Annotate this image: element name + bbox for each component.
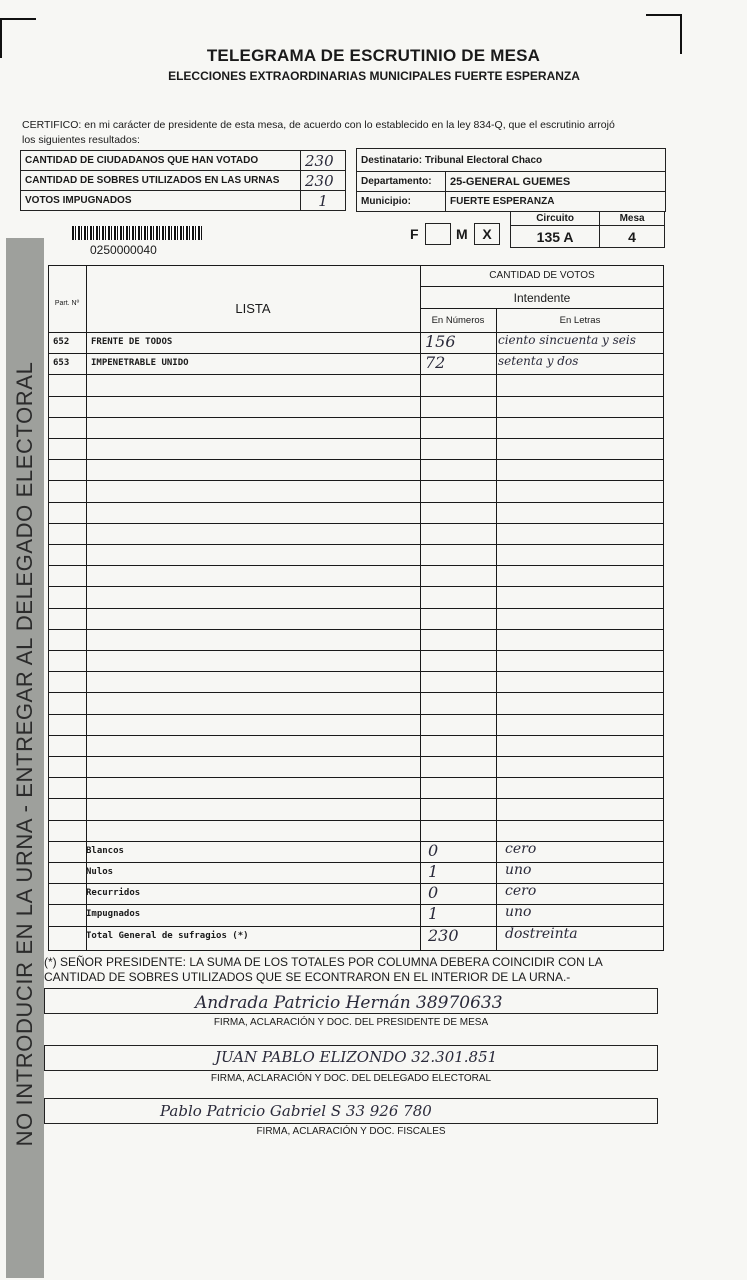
- summary-table: [20, 150, 346, 211]
- total-votes-numeros: 0: [428, 840, 439, 860]
- row-line: [48, 502, 664, 503]
- destination-row: [357, 149, 666, 172]
- total-votes-letras: uno: [505, 904, 532, 921]
- total-label: Recurridos: [86, 888, 141, 899]
- circuito-label: Circuito: [511, 212, 600, 226]
- barcode-number: 0250000040: [90, 243, 157, 257]
- side-banner-text: NO INTRODUCIR EN LA URNA - ENTREGAR AL DELEGADO ELECTORAL: [12, 361, 37, 1147]
- destination-row: [357, 192, 666, 212]
- summary-value: 230: [301, 151, 346, 171]
- total-votes-numeros: 1: [428, 862, 439, 881]
- summary-label: CANTIDAD DE CIUDADANOS QUE HAN VOTADO: [21, 151, 301, 171]
- row-line: [48, 735, 664, 736]
- certifico-text: CERTIFICO: en mi carácter de presidente de esta mesa, de acuerdo con lo establecido en la ley 834-Q, que el escrutinio arrojó los siguientes resultados:: [22, 119, 615, 146]
- signature-label-delegado: FIRMA, ACLARACIÓN Y DOC. DEL DELEGADO ELECTORAL: [210, 1073, 492, 1084]
- party-number: 652: [53, 337, 70, 347]
- row-line: [48, 544, 664, 545]
- destinatario-label: Destinatario: Tribunal Electoral Chaco: [357, 149, 666, 172]
- total-label: Impugnados: [86, 909, 141, 920]
- sexo-m-label: M: [456, 226, 468, 242]
- document-title: TELEGRAMA DE ESCRUTINIO DE MESA: [206, 46, 541, 65]
- sexo-f-box: [425, 223, 451, 245]
- col-line: [420, 265, 421, 951]
- col-line: [496, 308, 497, 951]
- row-line: [48, 396, 664, 397]
- row-line: [48, 586, 664, 587]
- row-line: [48, 820, 664, 821]
- mesa-value: 4: [600, 226, 665, 248]
- en-letras-header: En Letras: [559, 315, 601, 326]
- row-line: [48, 883, 664, 884]
- row-line: [48, 629, 664, 630]
- header-line: [420, 286, 664, 287]
- footnote: (*) SEÑOR PRESIDENTE: LA SUMA DE LOS TOTALES POR COLUMNA DEBERA COINCIDIR CON LA CANTIDAD DE SOBRES UTILIZADOS QUE SE ECONTRARON EN EL INTERIOR DE LA URNA.-: [44, 955, 603, 984]
- signature-label-presidente: FIRMA, ACLARACIÓN Y DOC. DEL PRESIDENTE DE MESA: [213, 1017, 489, 1028]
- summary-row: [21, 151, 346, 171]
- signature-presidente: Andrada Patricio Hernán 38970633: [195, 993, 503, 1013]
- party-votes-letras: ciento sincuenta y seis: [498, 333, 636, 347]
- departamento-label: Departamento:: [357, 172, 446, 192]
- summary-value: 230: [301, 171, 346, 191]
- party-name: IMPENETRABLE UNIDO: [91, 358, 189, 369]
- summary-row: [21, 171, 346, 191]
- header-line: [420, 308, 664, 309]
- en-numeros-header: En Números: [431, 315, 485, 326]
- mesa-label: Mesa: [600, 212, 665, 226]
- cantidad-votos-header: CANTIDAD DE VOTOS: [489, 270, 595, 281]
- row-line: [48, 417, 664, 418]
- row-line: [48, 374, 664, 375]
- summary-value: 1: [301, 191, 346, 211]
- row-line: [48, 692, 664, 693]
- row-line: [48, 904, 664, 905]
- summary-label: VOTOS IMPUGNADOS: [21, 191, 301, 211]
- circuito-mesa-table: [510, 212, 665, 248]
- total-votes-numeros: 0: [428, 883, 439, 903]
- total-votes-letras: uno: [505, 862, 532, 878]
- party-name: FRENTE DE TODOS: [91, 337, 173, 347]
- row-line: [48, 671, 664, 672]
- document-subtitle: ELECCIONES EXTRAORDINARIAS MUNICIPALES FUERTE ESPERANZA: [168, 69, 580, 83]
- barcode: [72, 226, 202, 240]
- row-line: [48, 565, 664, 566]
- departamento-value: 25-GENERAL GUEMES: [446, 172, 666, 192]
- row-line: [48, 608, 664, 609]
- signature-label-fiscales: FIRMA, ACLARACIÓN Y DOC. FISCALES: [256, 1126, 446, 1137]
- total-votes-letras: cero: [505, 883, 537, 900]
- row-line: [48, 523, 664, 524]
- row-line: [48, 459, 664, 460]
- row-line: [48, 862, 664, 863]
- total-label: Blancos: [86, 845, 124, 856]
- row-line: [48, 798, 664, 799]
- party-votes-numeros: 156: [425, 332, 456, 351]
- row-line: [48, 650, 664, 651]
- signature-fiscales: Pablo Patricio Gabriel S 33 926 780: [160, 1102, 432, 1120]
- row-line: [48, 756, 664, 757]
- row-line: [48, 777, 664, 778]
- row-line: [48, 841, 664, 842]
- row-line: [48, 714, 664, 715]
- municipio-value: FUERTE ESPERANZA: [446, 192, 666, 212]
- destination-table: [356, 148, 666, 212]
- col-lista-header: LISTA: [235, 301, 271, 316]
- circuito-value: 135 A: [511, 226, 600, 248]
- signature-delegado: JUAN PABLO ELIZONDO 32.301.851: [215, 1048, 498, 1066]
- sexo-m-box: X: [474, 223, 500, 245]
- total-votes-letras: dostreinta: [505, 925, 578, 942]
- total-votes-letras: cero: [505, 840, 537, 857]
- total-votes-numeros: 230: [428, 925, 459, 945]
- total-label: Nulos: [86, 867, 114, 877]
- total-votes-numeros: 1: [428, 904, 439, 924]
- destination-row: [357, 172, 666, 192]
- party-votes-letras: setenta y dos: [498, 354, 579, 369]
- row-line: [48, 480, 664, 481]
- summary-label: CANTIDAD DE SOBRES UTILIZADOS EN LAS URNAS: [21, 171, 301, 191]
- total-label: Total General de sufragios (*): [86, 930, 249, 941]
- intendente-header: Intendente: [513, 291, 571, 305]
- party-number: 653: [53, 358, 70, 369]
- sexo-f-label: F: [410, 226, 419, 242]
- party-votes-numeros: 72: [425, 353, 446, 373]
- municipio-label: Municipio:: [357, 192, 446, 212]
- summary-row: [21, 191, 346, 211]
- col-part-header: Part. Nº: [54, 300, 80, 307]
- row-line: [48, 438, 664, 439]
